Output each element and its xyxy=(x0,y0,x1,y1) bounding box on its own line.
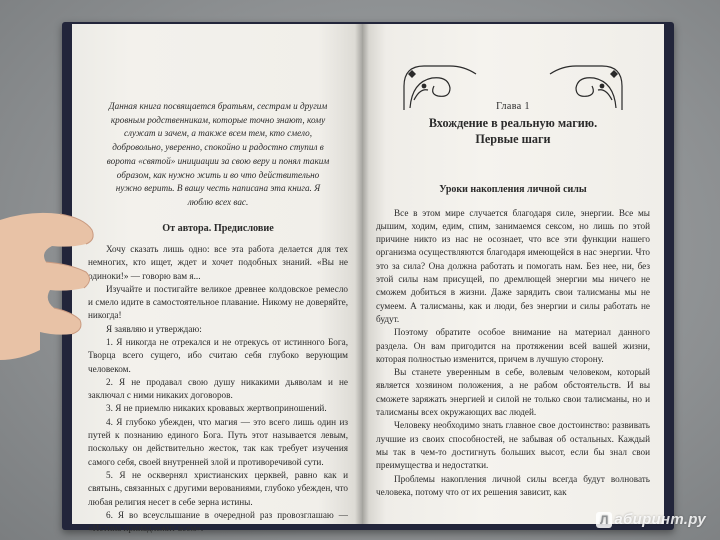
preface-paragraph: Я заявляю и утверждаю: xyxy=(106,323,202,334)
preface-paragraph: 5. Я не осквернял христианских церквей, равно как и святынь, связанных с другими верованиями, глубоко убежден, что любая религия несет в себе зерна истины. xyxy=(88,469,348,507)
chapter-paragraph: Человеку необходимо знать главное свое достоинство: развивать лучшие из своих способностей, не забывая об остальных. Каждый мы так в чем-то достигнуть больших высот, если бы знал свои преимущества и недостатки. xyxy=(376,420,650,471)
dedication: Данная книга посвящается братьям, сестрам и другим кровным родственникам, которые точно знают, кому служат и зачем, а также всем тем, кто смело, добровольно, уверенно, спокойно и радостно ступил в ворота «святой» инициации за свою веру и понял таким образом, как нужно жить и во что действительно нужно верить. В вашу честь написана эта книга. Я люблю всех вас. xyxy=(106,101,330,207)
chapter-label: Глава 1 xyxy=(496,101,530,112)
preface-paragraph: 3. Я не приемлю никаких кровавых жертвоприношений. xyxy=(106,403,327,414)
chapter-title-line: Первые шаги xyxy=(475,131,551,146)
preface-paragraph: 6. Я во всеуслышание в очередной раз провозглашаю — «Истина принадлежит всем». xyxy=(88,509,348,534)
l-logo-icon: Л xyxy=(596,512,612,528)
chapter-paragraph: Вы станете уверенным в себе, волевым человеком, который является хозяином положения, а не рабом обстоятельств. И вы сможете заряжать энергией и силой не только свои талисманы, но и талисманы всех окружающих вас людей. xyxy=(376,367,650,418)
preface-paragraph: Изучайте и постигайте великое древнее колдовское ремесло и смело идите в самостоятельное плавание. Никому не доверяйте, никогда! xyxy=(88,283,348,321)
right-page xyxy=(362,24,664,524)
chapter-paragraph: Все в этом мире случается благодаря силе, энергии. Все мы дышим, ходим, едим, спим, занимаемся сексом, но лишь по этой причине никто из нас не осознает, что все эти функции нашего организма осуществляются благодаря имеющейся в нас энергии. Что это за сила? Она должна работать и помогать нам. Без нее, ни, без этой силы нам присущей, по дремлющей энергии мы ничего не сможем добиться в жизни. Даже зарядить свои талисманы мы не сумеем. А талисманы, как и люди, без энергии и силы работать не будут. xyxy=(376,207,650,324)
subsection-title: Уроки накопления личной силы xyxy=(439,184,587,196)
hand-holding-book xyxy=(0,200,130,400)
preface-paragraph: 1. Я никогда не отрекался и не отрекусь от истинного Бога, Творца всего сущего, ибо считаю себя глубоко верующим человеком. xyxy=(88,337,348,374)
chapter-paragraph: Поэтому обратите особое внимание на материал данного раздела. Он вам пригодится на протяжении всей вашей жизни, которая полностью изменится, причем в лучшую сторону. xyxy=(376,327,650,364)
book-gutter xyxy=(355,24,369,524)
chapter-title-line: Вхождение в реальную магию. xyxy=(428,116,598,131)
preface-paragraph: 2. Я не продавал свою душу никакими дьяволам и не заключал с ними никаких договоров. xyxy=(88,376,348,401)
preface-title: От автора. Предисловие xyxy=(162,222,274,234)
chapter-title xyxy=(376,116,650,147)
right-page-text xyxy=(376,100,650,499)
site-watermark xyxy=(596,511,706,528)
preface-paragraph: Хочу сказать лишь одно: все эта работа делается для тех немногих, кто ищет, ждет и хочет подобных знаний. «Вы не одиноки!» — говорю вам я... xyxy=(88,243,348,281)
preface-paragraph: 4. Я глубоко убежден, что магия — это всего лишь один из путей к познанию единого Бога. Путь этот называется левым, поскольку он действительно жесток, так как требует изучения самого себя, своей внутренней злой и противоречивой сути. xyxy=(88,416,348,467)
watermark-text: абиринт.ру xyxy=(614,511,706,528)
chapter-paragraph: Проблемы накопления личной силы всегда будут волновать человека, потому что от их решения зависит, как xyxy=(376,473,650,497)
